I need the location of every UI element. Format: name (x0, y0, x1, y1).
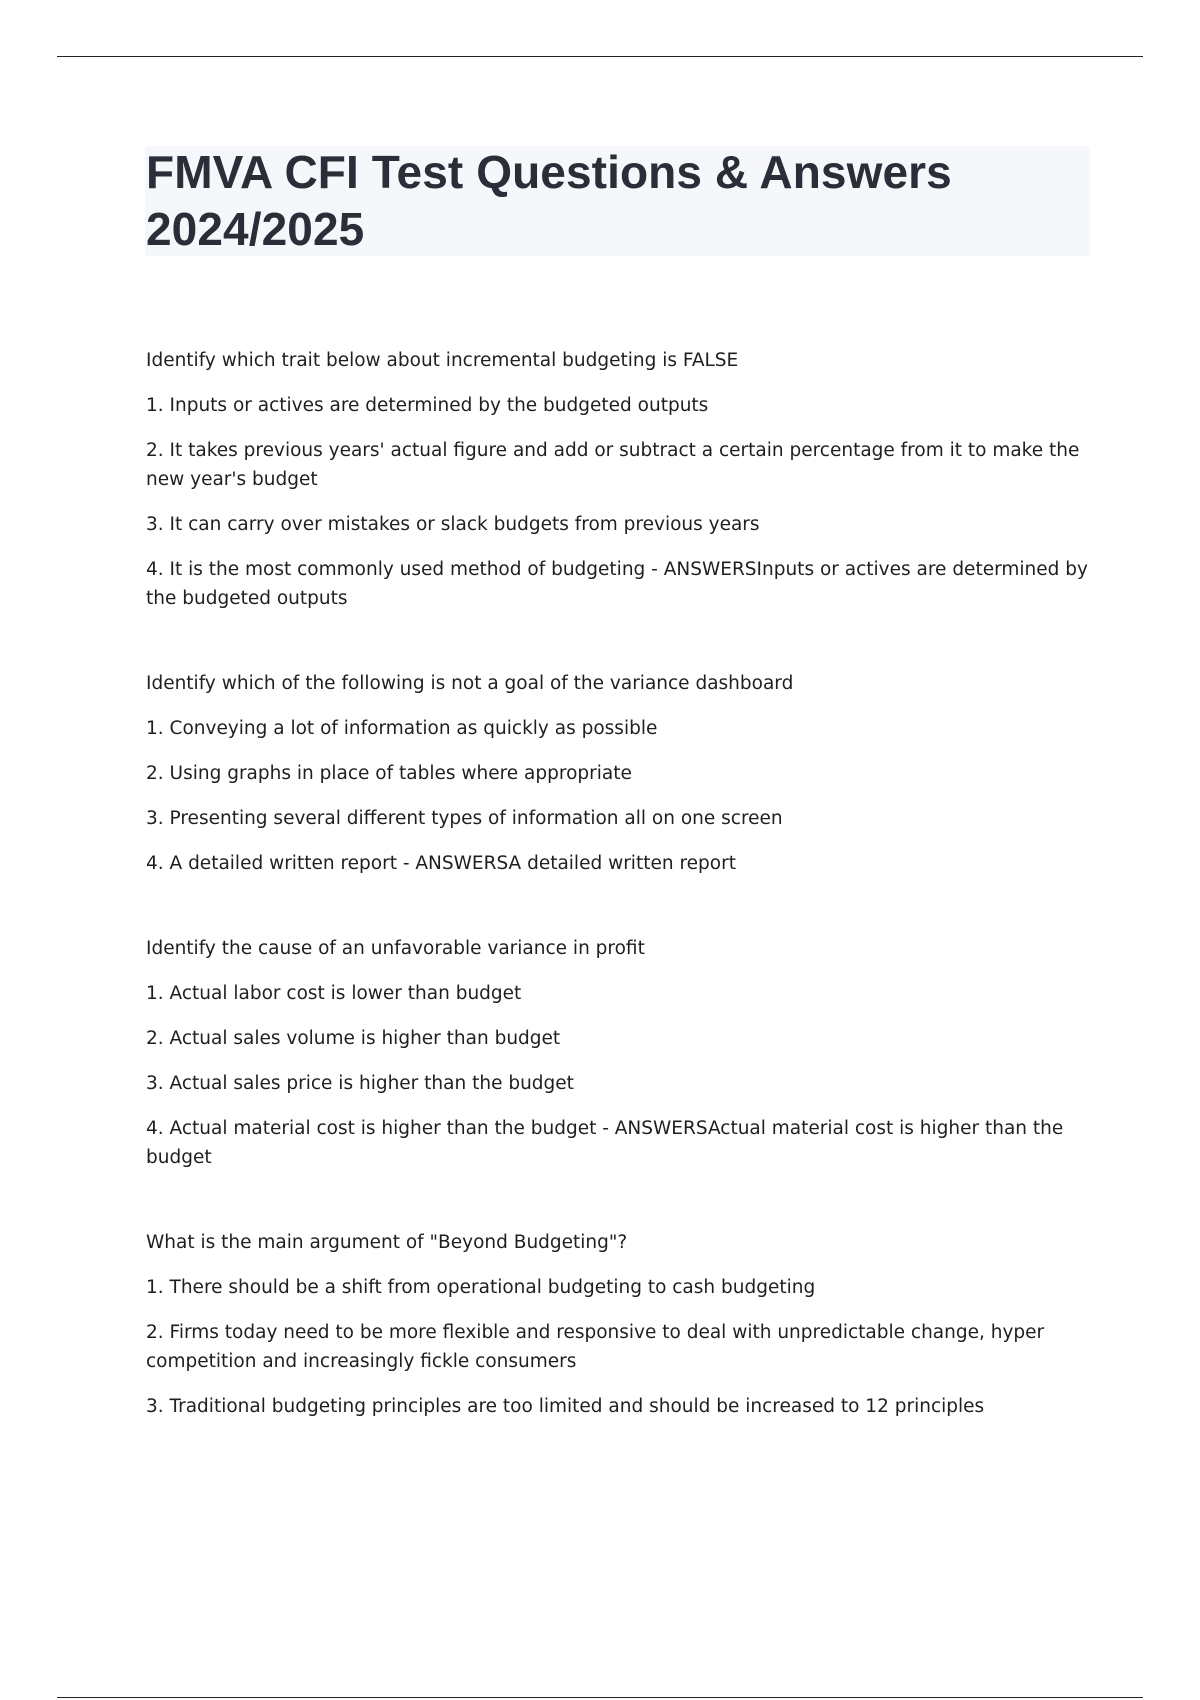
answer-option: 4. Actual material cost is higher than the budget - ANSWERSActual material cost is higher than the budget (146, 1118, 1064, 1168)
question-text: What is the main argument of "Beyond Budgeting"? (146, 1232, 628, 1253)
answer-option: 4. A detailed written report - ANSWERSA detailed written report (146, 853, 736, 874)
question-text: Identify the cause of an unfavorable variance in profit (146, 938, 645, 959)
answer-option: 3. Actual sales price is higher than the budget (146, 1073, 574, 1094)
question-text: Identify which of the following is not a goal of the variance dashboard (146, 673, 794, 694)
answer-option: 2. Using graphs in place of tables where appropriate (146, 763, 632, 784)
page-title: FMVA CFI Test Questions & Answers 2024/2025 (146, 146, 952, 255)
question-block-2 (146, 669, 1091, 878)
question-block-3 (146, 934, 1091, 1172)
answer-option: 1. Conveying a lot of information as quickly as possible (146, 718, 658, 739)
answer-option: 2. Firms today need to be more flexible and responsive to deal with unpredictable change, hyper competition and increasingly fickle consumers (146, 1322, 1045, 1372)
answer-option: 3. It can carry over mistakes or slack budgets from previous years (146, 514, 760, 535)
question-text: Identify which trait below about incremental budgeting is FALSE (146, 350, 739, 371)
question-block-1 (146, 346, 1091, 613)
answer-option: 2. Actual sales volume is higher than budget (146, 1028, 561, 1049)
answer-option: 1. Inputs or actives are determined by the budgeted outputs (146, 395, 709, 416)
document-body (146, 346, 1091, 1437)
answer-option: 3. Traditional budgeting principles are too limited and should be increased to 12 principles (146, 1396, 985, 1417)
answer-option: 3. Presenting several different types of information all on one screen (146, 808, 783, 829)
answer-option: 2. It takes previous years' actual figure and add or subtract a certain percentage from it to make the new year's budget (146, 440, 1080, 490)
page-bottom-rule (57, 1697, 1143, 1698)
answer-option: 1. There should be a shift from operational budgeting to cash budgeting (146, 1277, 816, 1298)
answer-option: 1. Actual labor cost is lower than budget (146, 983, 522, 1004)
page-top-rule (57, 56, 1143, 57)
question-block-4 (146, 1228, 1091, 1421)
answer-option: 4. It is the most commonly used method of budgeting - ANSWERSInputs or actives are determined by the budgeted outputs (146, 559, 1088, 609)
